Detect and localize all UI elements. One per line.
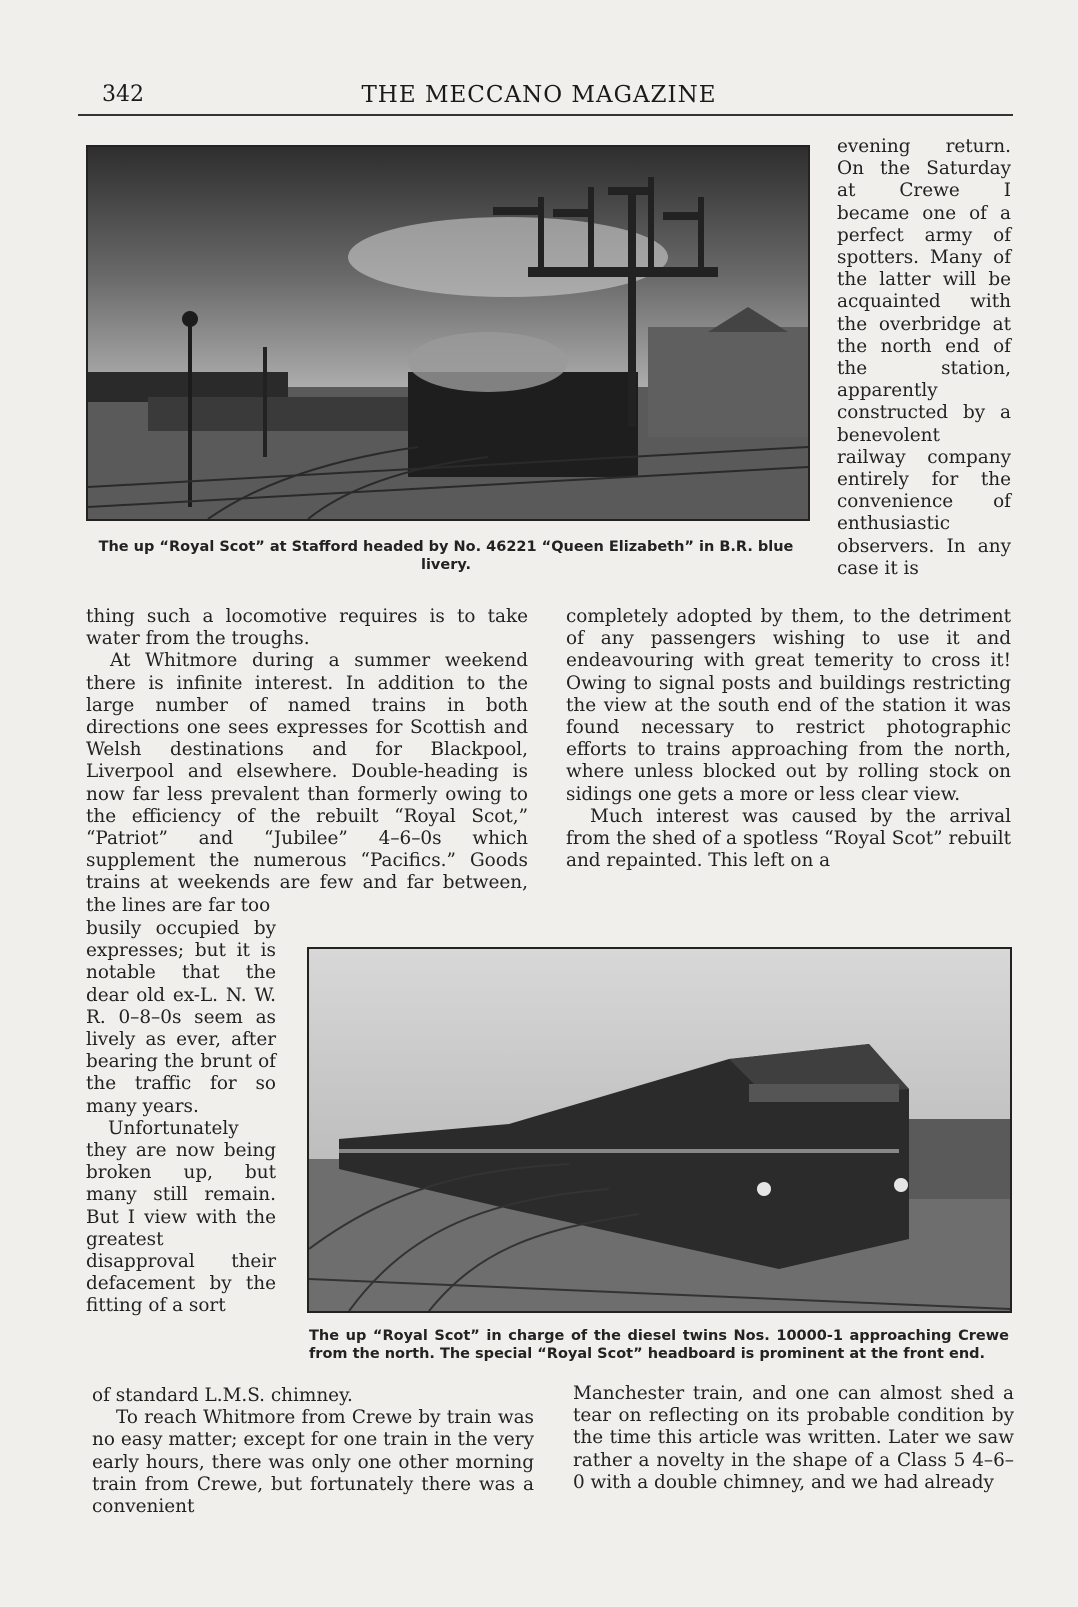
figure-2-photo xyxy=(307,947,1012,1313)
steam-locomotive-photo xyxy=(88,147,808,519)
paragraph: Much interest was caused by the arrival from the shed of a spotless “Royal Scot” rebuilt and repainted. This left on a xyxy=(566,805,1011,872)
paragraph: evening return. On the Saturday at Crewe I became one of a perfect army of spotters. Many of the latter will be acquainted with the overbridge at the north end of the station, apparently constructed by a benevolent railway company entirely for the convenience of enthusiastic observers. In any case it is xyxy=(837,136,1011,579)
paragraph: completely adopted by them, to the detriment of any passengers wishing to use it and endeavouring with great temerity to cross it! Owing to signal posts and buildings restricting the view at the south end of the station it was found necessary to restrict photographic efforts to trains approaching from the north, where unless blocked out by rolling stock on sidings one gets a more or less clear view. xyxy=(566,606,1011,805)
right-column-top xyxy=(837,136,1011,580)
paragraph: busily occupied by expresses; but it is notable that the dear old ex-L. N. W. R. 0–8–0s seem as lively as ever, after bearing the brunt of the traffic for so many years. xyxy=(86,918,276,1117)
paragraph: Unfortunately they are now being broken up, but many still remain. But I view with the greatest disapproval their defacement by the fitting of a sort xyxy=(86,1117,276,1317)
figure-2-caption: The up “Royal Scot” in charge of the diesel twins Nos. 10000-1 approaching Crewe from the north. The special “Royal Scot” headboard is prominent at the front end. xyxy=(309,1328,1009,1362)
figure-1-photo xyxy=(86,145,810,521)
paragraph: thing such a locomotive requires is to take water from the troughs. xyxy=(86,606,528,650)
running-head: THE MECCANO MAGAZINE xyxy=(361,82,717,108)
paragraph: of standard L.M.S. chimney. xyxy=(92,1385,353,1406)
page-number: 342 xyxy=(102,82,144,107)
diesel-locomotive-photo xyxy=(309,949,1010,1311)
left-column-bottom xyxy=(92,1385,534,1518)
figure-1-caption: The up “Royal Scot” at Stafford headed by No. 46221 “Queen Elizabeth” in B.R. blue livery. xyxy=(98,539,794,573)
right-column-middle xyxy=(566,606,1011,872)
left-column-middle xyxy=(86,606,528,917)
header-rule xyxy=(78,114,1013,116)
paragraph: At Whitmore during a summer weekend there is infinite interest. In addition to the large number of named trains in both directions one sees expresses for Scottish and Welsh destinations and for Blackpool, Liverpool and elsewhere. Double-heading is now far less prevalent than formerly owing to the efficiency of the rebuilt “Royal Scot,” “Patriot” and “Jubilee” 4–6–0s which supplement the numerous “Pacifics.” Goods trains at weekends are few and far between, the lines are far too xyxy=(86,650,528,916)
paragraph: Manchester train, and one can almost shed a tear on reflecting on its probable condition by the time this article was written. Later we saw rather a novelty in the shape of a Class 5 4–6–0 with a double chimney, and we had already xyxy=(573,1383,1014,1493)
narrow-column xyxy=(86,918,276,1318)
paragraph: To reach Whitmore from Crewe by train was no easy matter; except for one train in the very early hours, there was only one other morning train from Crewe, but fortunately there was a convenient xyxy=(92,1407,534,1518)
right-column-bottom xyxy=(573,1383,1014,1494)
